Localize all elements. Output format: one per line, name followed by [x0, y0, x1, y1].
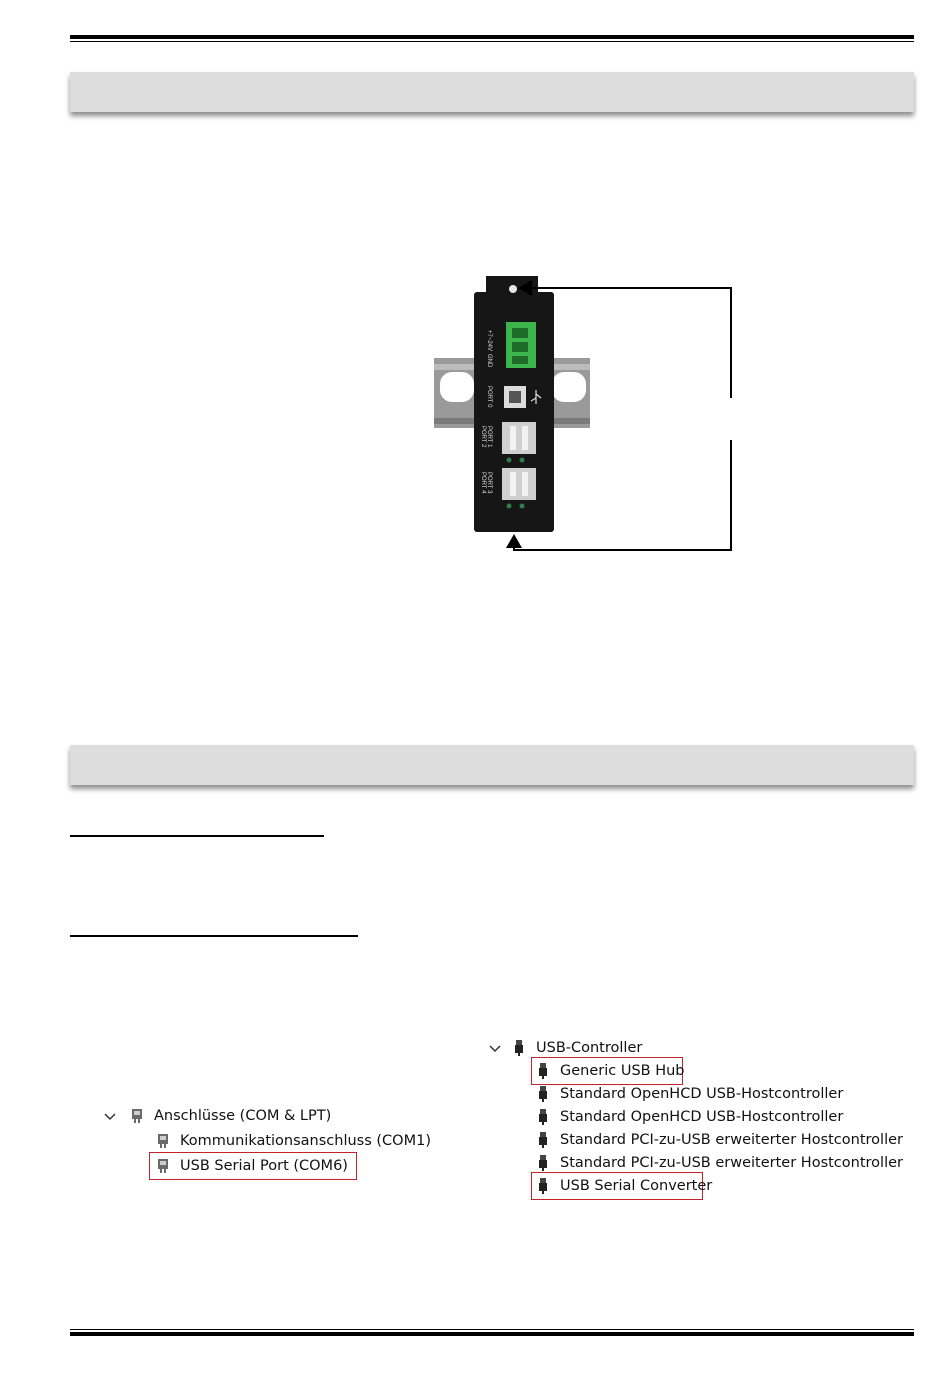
section-header-bar-2 — [70, 745, 914, 785]
section-header-bar-1 — [70, 72, 914, 112]
terminal-label: GND — [486, 354, 492, 368]
arrow-to-bottom — [514, 440, 731, 550]
arrow-to-top — [520, 288, 731, 398]
usb-item-label: USB Serial Converter — [560, 1178, 713, 1194]
usb-plug-icon — [534, 1154, 552, 1172]
connector-lines — [500, 280, 740, 560]
usb-item-serial-converter[interactable] — [534, 1175, 713, 1197]
usb-group-label: USB-Controller — [536, 1040, 643, 1056]
subsection-underline-2 — [70, 935, 358, 937]
chevron-down-icon[interactable] — [103, 1109, 117, 1123]
usb-plug-icon — [534, 1131, 552, 1149]
port-label: PORT 2 — [480, 426, 486, 448]
port-item-label: Kommunikationsanschluss (COM1) — [180, 1133, 431, 1149]
usb-plug-icon — [510, 1039, 528, 1057]
top-rule-thick — [70, 35, 914, 39]
chevron-down-icon[interactable] — [488, 1041, 502, 1055]
port-label: PORT 0 — [486, 386, 492, 408]
usb-plug-icon — [534, 1062, 552, 1080]
port-icon — [154, 1132, 172, 1150]
usb-item-label: Generic USB Hub — [560, 1063, 685, 1079]
usb-item-label: Standard OpenHCD USB-Hostcontroller — [560, 1086, 844, 1102]
port-label: PORT 3 — [486, 472, 492, 494]
subsection-underline-1 — [70, 835, 324, 837]
port-icon — [128, 1107, 146, 1125]
usb-plug-icon — [534, 1108, 552, 1126]
bottom-rule-thick — [70, 1332, 914, 1336]
usb-item-label: Standard PCI-zu-USB erweiterter Hostcontroller — [560, 1155, 903, 1171]
port-label: PORT 4 — [480, 472, 486, 494]
port-label: PORT 1 — [486, 426, 492, 448]
usb-controllers-tree — [486, 1037, 906, 1207]
port-item-com6[interactable] — [152, 1155, 354, 1177]
ports-tree — [100, 1105, 460, 1185]
usb-item-label: Standard PCI-zu-USB erweiterter Hostcontroller — [560, 1132, 903, 1148]
usb-plug-icon — [534, 1177, 552, 1195]
terminal-label: +7~24V — [486, 330, 492, 352]
usb-item-label: Standard OpenHCD USB-Hostcontroller — [560, 1109, 844, 1125]
usb-item-generic-hub[interactable] — [534, 1060, 685, 1082]
usb-plug-icon — [534, 1085, 552, 1103]
top-rule-thin — [70, 41, 914, 42]
port-icon — [154, 1157, 172, 1175]
bottom-rule-thin — [70, 1329, 914, 1330]
ports-group-label: Anschlüsse (COM & LPT) — [154, 1108, 332, 1124]
port-item-label: USB Serial Port (COM6) — [180, 1158, 348, 1174]
